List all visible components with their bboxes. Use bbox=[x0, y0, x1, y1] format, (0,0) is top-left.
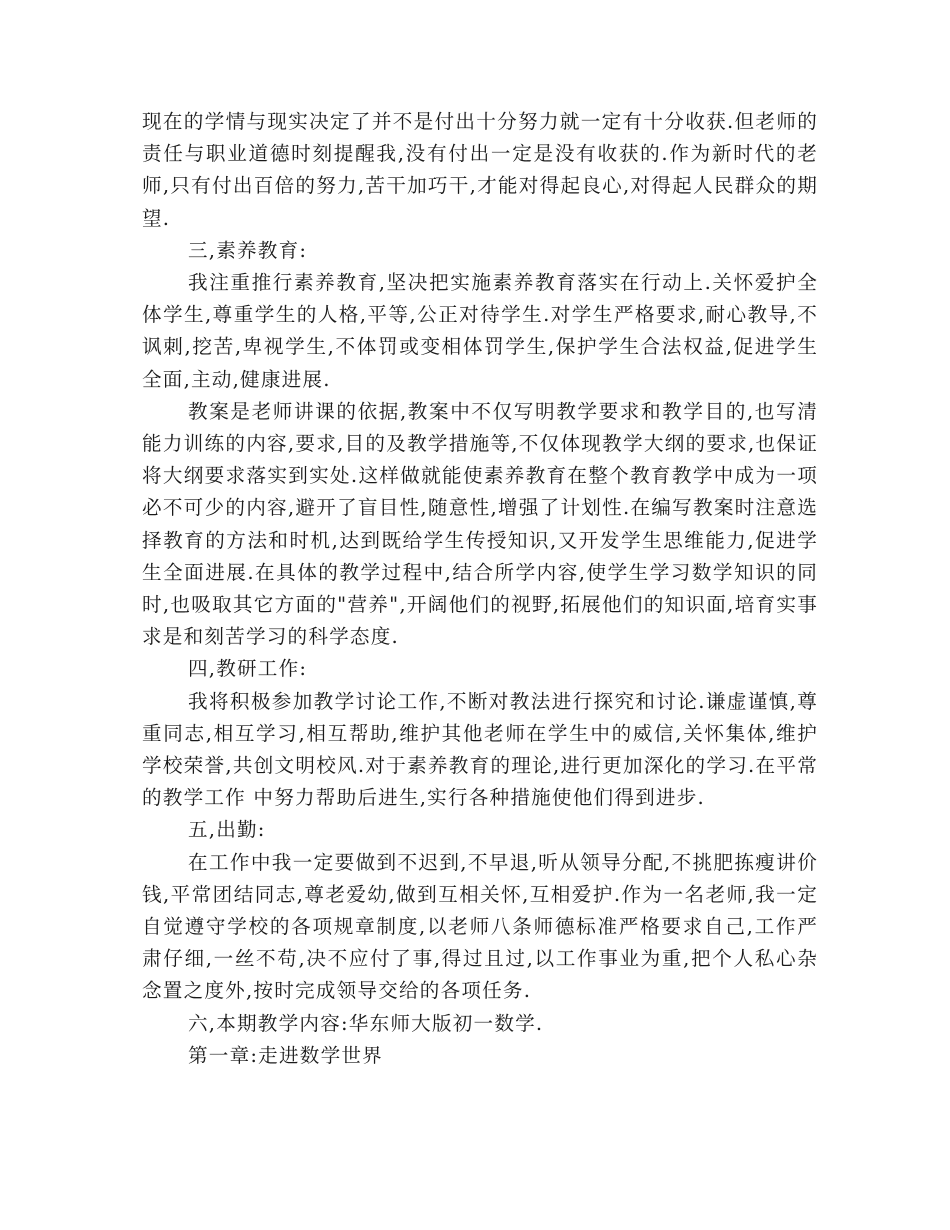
paragraph-teaching-research: 我将积极参加教学讨论工作,不断对教法进行探究和讨论.谦虚谨慎,尊重同志,相互学习,相互帮助,维护其他老师在学生中的威信,关怀集体,维护学校荣誉,共创文明校风.对于素养教育的理论,进行更加深化的学习.在平常的教学工作 中努力帮助后进生,实行各种措施使他们得到进步. bbox=[142, 689, 818, 810]
paragraph-attendance: 在工作中我一定要做到不迟到,不早退,听从领导分配,不挑肥拣瘦讲价钱,平常团结同志,尊老爱幼,做到互相关怀,互相爱护.作为一名老师,我一定自觉遵守学校的各项规章制度,以老师八条师德标准严格要求自己,工作严肃仔细,一丝不苟,决不应付了事,得过且过,以工作事业为重,把个人私心杂念置之度外,按时完成领导交给的各项任务. bbox=[142, 850, 818, 1003]
section-heading-teaching-research: 四,教研工作: bbox=[188, 657, 308, 681]
section-heading-term-content: 六,本期教学内容:华东师大版初一数学. bbox=[188, 1011, 544, 1035]
section-heading-attendance: 五,出勤: bbox=[188, 818, 266, 842]
paragraph-intro-effort: 现在的学情与现实决定了并不是付出十分努力就一定有十分收获.但老师的责任与职业道德时刻提醒我,没有付出一定是没有收获的.作为新时代的老师,只有付出百倍的努力,苦干加巧干,才能对得起良心,对得起人民群众的期望. bbox=[142, 110, 818, 230]
paragraph-quality-education: 我注重推行素养教育,坚决把实施素养教育落实在行动上.关怀爱护全体学生,尊重学生的人格,平等,公正对待学生.对学生严格要求,耐心教导,不讽刺,挖苦,卑视学生,不体罚或变相体罚学生,保护学生合法权益,促进学生全面,主动,健康进展. bbox=[142, 271, 818, 391]
section-heading-quality-education: 三,素养教育: bbox=[188, 238, 308, 262]
document-body bbox=[142, 106, 818, 1072]
paragraph-lesson-plans: 教案是老师讲课的依据,教案中不仅写明教学要求和教学目的,也写清能力训练的内容,要求,目的及教学措施等,不仅体现教学大纲的要求,也保证将大纲要求落实到实处.这样做就能使素养教育在整个教育教学中成为一项必不可少的内容,避开了盲目性,随意性,增强了计划性.在编写教案时注意选择教育的方法和时机,达到既给学生传授知识,又开发学生思维能力,促进学生全面进展.在具体的教学过程中,结合所学内容,使学生学习数学知识的同时,也吸取其它方面的"营养",开阔他们的视野,拓展他们的知识面,培育实事求是和刻苦学习的科学态度. bbox=[142, 399, 818, 649]
chapter-heading: 第一章:走进数学世界 bbox=[188, 1043, 383, 1067]
